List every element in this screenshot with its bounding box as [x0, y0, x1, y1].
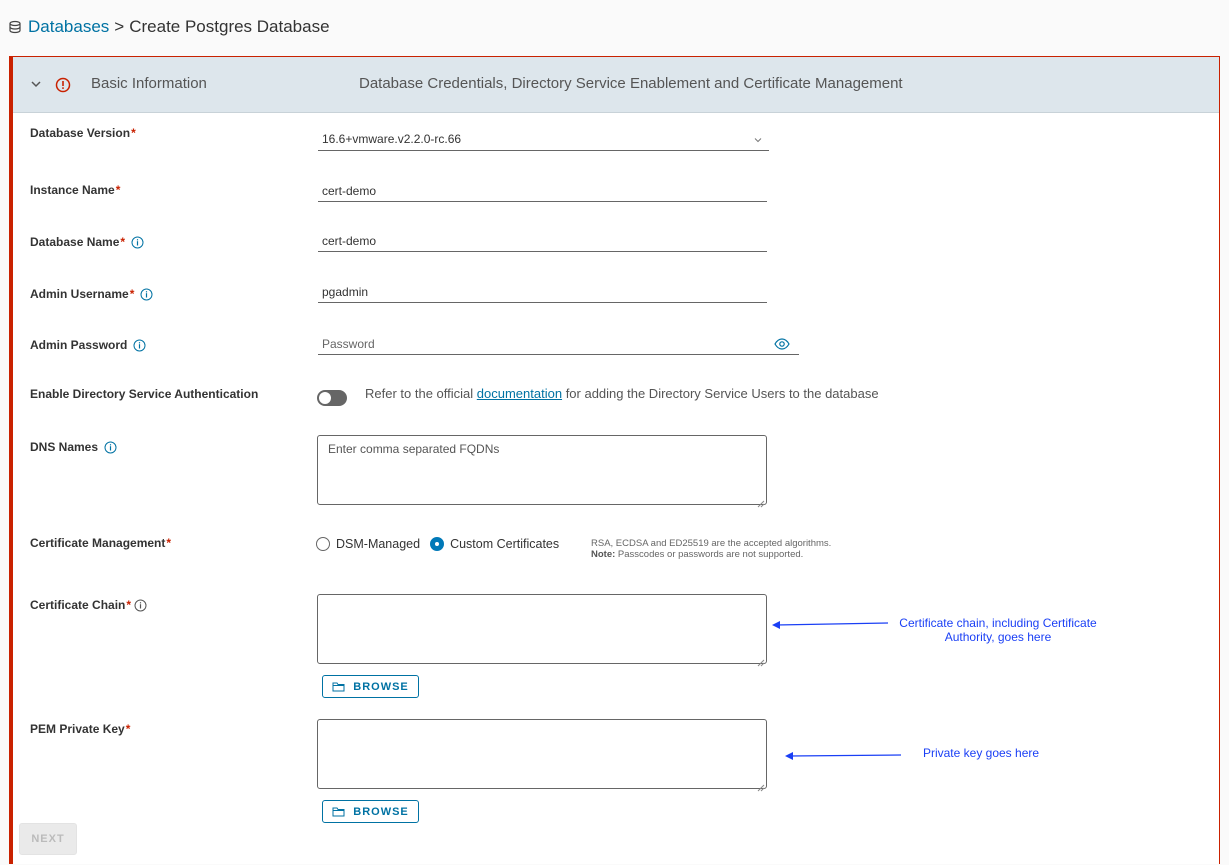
certificate-management-radio-group — [316, 537, 569, 551]
step-header-basic-information[interactable] — [13, 57, 1219, 113]
error-icon — [55, 77, 71, 93]
chevron-down-icon — [753, 134, 763, 144]
database-version-label: Database Version * — [30, 126, 136, 140]
info-icon[interactable] — [104, 441, 117, 454]
info-icon[interactable] — [134, 599, 147, 612]
resize-handle-icon[interactable] — [757, 495, 765, 503]
database-name-label: Database Name * — [30, 235, 144, 249]
certificate-chain-browse-button[interactable]: BROWSE — [322, 675, 419, 698]
required-mark: * — [115, 183, 121, 197]
admin-username-label: Admin Username * — [30, 287, 153, 301]
dns-names-textarea[interactable] — [317, 435, 767, 505]
database-version-select[interactable]: 16.6+vmware.v2.2.0-rc.66 — [318, 128, 769, 151]
info-icon[interactable] — [131, 236, 144, 249]
required-mark: * — [129, 287, 135, 301]
admin-password-input[interactable] — [318, 333, 799, 355]
directory-service-toggle[interactable] — [317, 390, 347, 406]
required-mark: * — [166, 536, 172, 550]
annotation-arrow — [783, 749, 903, 763]
certificate-chain-textarea[interactable] — [317, 594, 767, 664]
info-icon[interactable] — [133, 339, 146, 352]
dns-names-label: DNS Names — [30, 440, 117, 454]
required-mark: * — [120, 235, 126, 249]
step-description: Database Credentials, Directory Service Enablement and Certificate Management — [359, 75, 903, 92]
breadcrumb-databases-link[interactable]: Databases — [28, 17, 110, 36]
certificate-chain-label: Certificate Chain * — [30, 598, 147, 612]
directory-service-help: Refer to the official documentation for adding the Directory Service Users to the database — [365, 386, 879, 401]
breadcrumb-current: Create Postgres Database — [129, 17, 330, 36]
database-icon — [8, 20, 22, 34]
folder-icon — [332, 681, 345, 692]
resize-handle-icon[interactable] — [757, 654, 765, 662]
database-name-input[interactable] — [318, 230, 767, 252]
folder-icon — [332, 806, 345, 817]
radio-custom-certificates-label[interactable]: Custom Certificates — [450, 537, 560, 551]
pem-private-key-browse-button[interactable]: BROWSE — [322, 800, 419, 823]
directory-service-label: Enable Directory Service Authentication — [30, 387, 259, 401]
required-mark: * — [125, 722, 131, 736]
pem-private-key-textarea[interactable] — [317, 719, 767, 789]
certificate-chain-annotation: Certificate chain, including Certificate Authority, goes here — [899, 616, 1097, 644]
documentation-link[interactable]: documentation — [476, 386, 563, 401]
radio-dsm-managed[interactable] — [316, 537, 330, 551]
private-key-annotation: Private key goes here — [922, 746, 1040, 760]
resize-handle-icon[interactable] — [757, 779, 765, 787]
toggle-knob — [319, 392, 331, 404]
radio-dsm-managed-label[interactable]: DSM-Managed — [336, 537, 421, 551]
breadcrumb — [8, 16, 330, 38]
annotation-arrow — [770, 617, 890, 631]
info-icon[interactable] — [140, 288, 153, 301]
required-mark: * — [131, 126, 136, 140]
required-mark: * — [126, 598, 132, 612]
chevron-down-icon[interactable] — [29, 77, 43, 91]
next-button[interactable]: NEXT — [19, 823, 77, 855]
certificate-note: RSA, ECDSA and ED25519 are the accepted algorithms. Note: Passcodes or passwords are not supported. — [591, 538, 832, 560]
pem-private-key-label: PEM Private Key * — [30, 722, 131, 736]
admin-password-label: Admin Password — [30, 338, 146, 352]
breadcrumb-separator: > — [114, 17, 125, 36]
certificate-management-label: Certificate Management * — [30, 536, 172, 550]
instance-name-label: Instance Name * — [30, 183, 121, 197]
radio-custom-certificates[interactable] — [430, 537, 444, 551]
admin-username-input[interactable] — [318, 281, 767, 303]
instance-name-input[interactable] — [318, 180, 767, 202]
eye-icon[interactable] — [774, 337, 790, 351]
step-title: Basic Information — [91, 75, 207, 92]
